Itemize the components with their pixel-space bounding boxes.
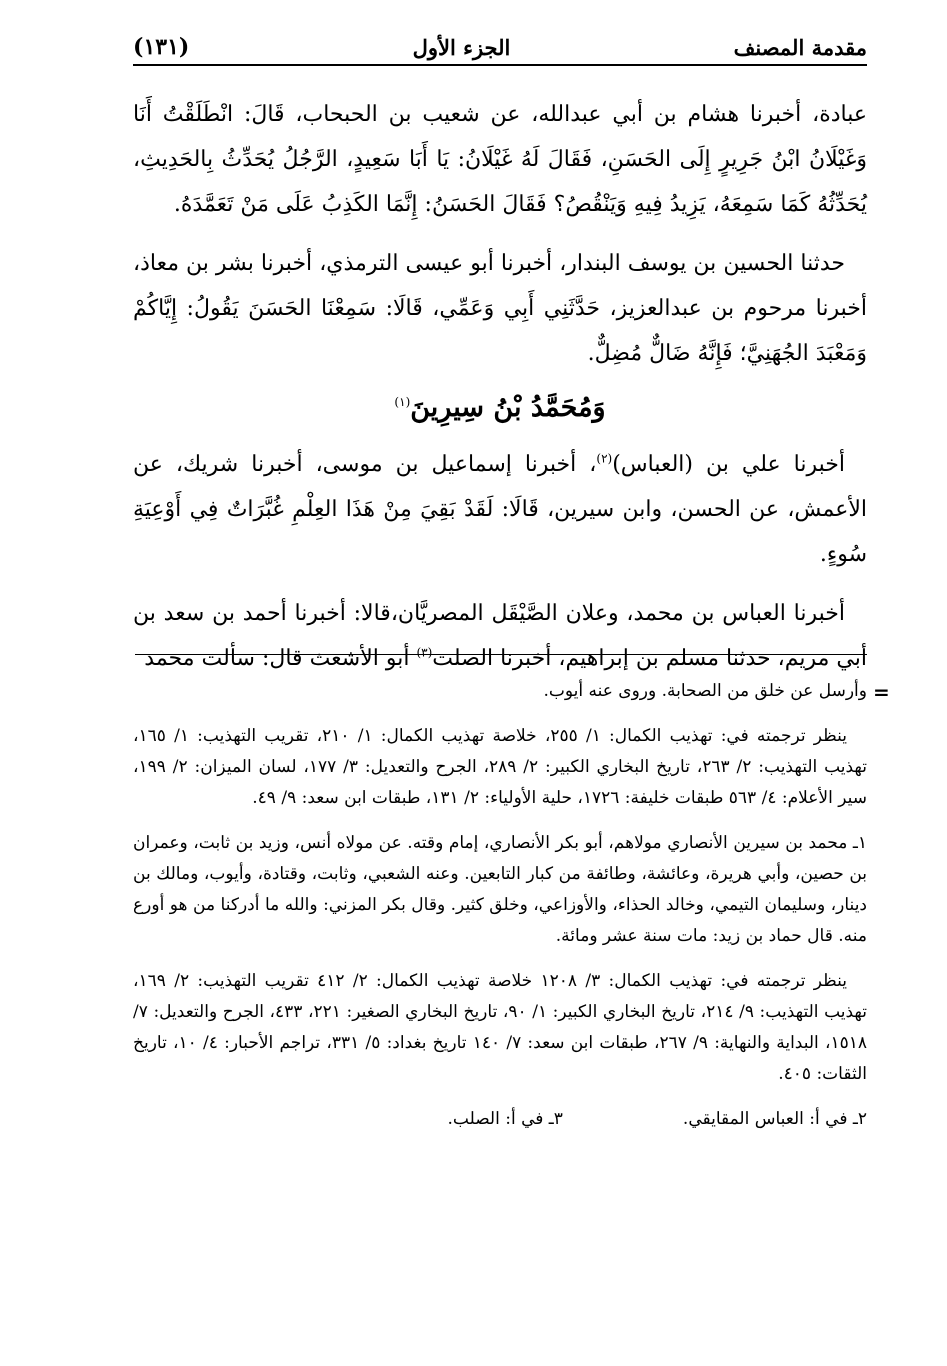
footnote-ref-3: (٣) <box>416 645 433 660</box>
footnote-1-refs: ينظر ترجمته في: تهذيب الكمال: ٣/ ١٢٠٨ خلاصة تهذيب الكمال: ٢/ ٤١٢ تقريب التهذيب: ٢/ ١٦٩، تهذيب التهذيب: ٩/ ٢١٤، تاريخ البخاري الكبير: ١/ ٩٠، تاريخ البخاري الصغير: ٢٢١، ٤٣٣، الجرح والتعديل: ٧/ ١٥١٨، البداية والنهاية: ٩/ ٢٦٧، طبقات ابن سعد: ٧/ ١٤٠ تاريخ بغداد: ٥/ ٣٣١، تراجم الأحبار: ٤/ ١٠، تاريخ الثقات: ٤٠٥. <box>133 971 867 1084</box>
footnote-3: ٣ـ في أ: الصلب. <box>447 1109 563 1129</box>
footnotes-2-3 <box>133 1104 867 1135</box>
section-heading <box>133 386 867 430</box>
footnote-continued-refs: ينظر ترجمته في: تهذيب الكمال: ١/ ٢٥٥، خلاصة تهذيب الكمال: ١/ ٢١٠، تقريب التهذيب: ١/ ١٦٥، تهذيب التهذيب: ٢/ ٢٦٣، تاريخ البخاري الكبير: ٢/ ٢٨٩، الجرح والتعديل: ٣/ ١٧٧، لسان الميزان: ٢/ ١٩٩، سير الأعلام: ٤/ ٥٦٣ طبقات خليفة: ١٧٢٦، حلية الأولياء: ٢/ ١٣١، طبقات ابن سعد: ٩/ ٤٩. <box>133 726 867 808</box>
heading-footnote-ref: (١) <box>394 395 411 409</box>
continuation-mark: = <box>873 680 890 704</box>
paragraph-3-start: أخبرنا علي بن (العباس) <box>612 452 845 477</box>
main-text <box>133 92 867 695</box>
part-title: الجزء الأول <box>412 34 511 60</box>
page-number: (١٣١) <box>133 34 190 60</box>
footnote-continued: وأرسل عن خلق من الصحابة. وروى عنه أيوب. <box>543 681 867 701</box>
footnote-ref-2: (٢) <box>596 451 613 466</box>
paragraph-4 <box>133 591 867 681</box>
footnote-2: ٢ـ في أ: العباس المقايقي. <box>682 1109 867 1129</box>
section-title: مقدمة المصنف <box>733 34 867 60</box>
paragraph-4-start: أخبرنا العباس بن محمد، وعلان الصَّيْقَل المصريَّان،قالا: أخبرنا أحمد بن سعد بن أبي مريم، حدثنا مسلم بن إبراهيم، أخبرنا الصلت <box>133 601 867 671</box>
heading-text: وَمُحَمَّدُ بْنُ سِيرِينَ <box>410 392 606 423</box>
page-header <box>133 30 867 66</box>
paragraph-1: عبادة، أخبرنا هشام بن أبي عبدالله، عن شعيب بن الحبحاب، قَالَ: انْطَلَقْتُ أَنَا وَغَيْلَانُ ابْنُ جَرِيرٍ إِلَى الحَسَنِ، فَقَالَ لَهُ غَيْلَانُ: يَا أَبَا سَعِيدٍ، الرَّجُلُ يُحَدِّثُ بِالحَدِيثِ، يُحَدِّثُهُ كَمَا سَمِعَهُ، يَزِيدُ فِيهِ وَيَنْقُصُ؟ فَقَالَ الحَسَنُ: إِنَّمَا الكَذِبُ عَلَى مَنْ تَعَمَّدَهُ. <box>133 102 867 217</box>
footnote-1: ١ـ محمد بن سيرين الأنصاري مولاهم، أبو بكر الأنصاري، إمام وقته. عن مولاه أنس، وزيد بن ثابت، وعمران بن حصين، وأبي هريرة، وعائشة، وطائفة من كبار التابعين. وعنه الشعبي، وثابت، وقتادة، وأيوب، ومالك بن دينار، وسليمان التيمي، وخالد الحذاء، والأوزاعي، وخلق كثير. وقال بكر المزني: والله ما أدركنا من هو أورع منه. قال حماد بن زيد: مات سنة عشر ومائة. <box>133 833 867 946</box>
footnote-separator <box>135 654 867 655</box>
paragraph-4-end: أبو الأشعث قال: سألت محمد <box>144 646 417 671</box>
paragraph-3-end: ، أخبرنا إسماعيل بن موسى، أخبرنا شريك، عن الأعمش، عن الحسن، وابن سيرين، قَالَا: لَقَدْ بَقِيَ مِنْ هَذَا العِلْمِ غُبَّرَاتٌ فِي أَوْعِيَةِ سُوءٍ. <box>133 452 867 567</box>
footnotes <box>133 676 867 1135</box>
paragraph-3 <box>133 442 867 577</box>
paragraph-2: حدثنا الحسين بن يوسف البندار، أخبرنا أبو عيسى الترمذي، أخبرنا بشر بن معاذ، أخبرنا مرحوم بن عبدالعزيز، حَدَّثَنِي أَبِي وَعَمِّي، قَالَا: سَمِعْنَا الحَسَنَ يَقُولُ: إِيَّاكُمْ وَمَعْبَدَ الجُهَنِيَّ؛ فَإِنَّهُ ضَالٌّ مُضِلٌّ. <box>133 251 867 366</box>
